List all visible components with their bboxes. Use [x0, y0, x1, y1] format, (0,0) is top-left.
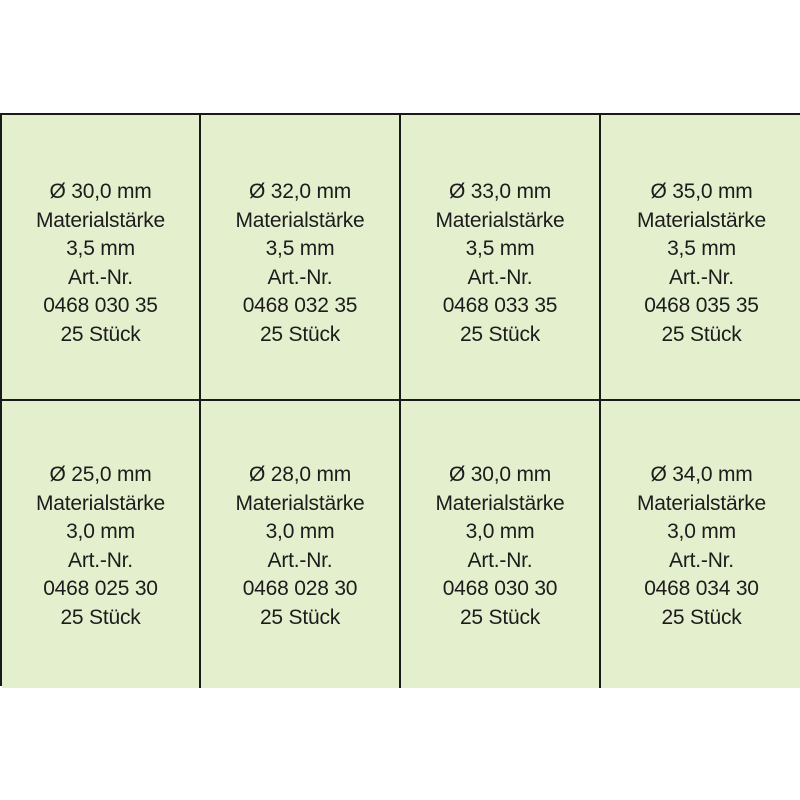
- diameter-label: Ø 30,0 mm: [448, 463, 552, 486]
- material-thickness-label: Materialstärke: [435, 491, 565, 515]
- quantity: 25 Stück: [661, 605, 742, 629]
- thickness-value: 3,5 mm: [66, 237, 135, 260]
- thickness-value: 3,5 mm: [667, 237, 736, 260]
- article-number: 0468 028 30: [242, 577, 358, 600]
- article-number: 0468 025 30: [43, 577, 158, 600]
- quantity: 25 Stück: [259, 605, 341, 629]
- thickness-value: 3,0 mm: [667, 520, 736, 543]
- quantity: 25 Stück: [661, 322, 742, 346]
- article-number-label: Art.-Nr.: [267, 548, 333, 572]
- diameter-label: Ø 32,0 mm: [248, 180, 352, 203]
- compartment-cell: [401, 115, 601, 401]
- article-number-label: Art.-Nr.: [68, 548, 133, 572]
- article-number: 0468 030 35: [43, 294, 158, 317]
- quantity: 25 Stück: [60, 605, 141, 629]
- article-number: 0468 034 30: [644, 577, 759, 600]
- article-number-label: Art.-Nr.: [267, 265, 333, 289]
- article-number: 0468 030 30: [442, 577, 558, 600]
- quantity: 25 Stück: [60, 322, 141, 346]
- compartment-cell: [401, 401, 601, 688]
- article-number: 0468 035 35: [644, 294, 759, 317]
- article-number-label: Art.-Nr.: [669, 265, 734, 289]
- thickness-value: 3,5 mm: [465, 237, 535, 260]
- compartment-cell: [201, 401, 401, 688]
- diameter-label: Ø 30,0 mm: [49, 180, 152, 203]
- compartment-cell: [601, 401, 800, 688]
- thickness-value: 3,0 mm: [265, 520, 335, 543]
- diameter-label: Ø 28,0 mm: [248, 463, 352, 486]
- diameter-label: Ø 35,0 mm: [650, 180, 753, 203]
- compartment-cell: [601, 115, 800, 401]
- article-number: 0468 033 35: [442, 294, 558, 317]
- material-thickness-label: Materialstärke: [636, 491, 767, 515]
- material-thickness-label: Materialstärke: [636, 208, 767, 232]
- article-number-label: Art.-Nr.: [669, 548, 734, 572]
- thickness-value: 3,5 mm: [265, 237, 335, 260]
- thickness-value: 3,0 mm: [465, 520, 535, 543]
- diameter-label: Ø 33,0 mm: [448, 180, 552, 203]
- article-number-label: Art.-Nr.: [467, 548, 533, 572]
- diameter-label: Ø 34,0 mm: [650, 463, 753, 486]
- assortment-grid: [0, 113, 800, 686]
- quantity: 25 Stück: [459, 322, 541, 346]
- diameter-label: Ø 25,0 mm: [49, 463, 152, 486]
- article-number-label: Art.-Nr.: [68, 265, 133, 289]
- compartment-cell: [201, 115, 401, 401]
- material-thickness-label: Materialstärke: [35, 208, 166, 232]
- material-thickness-label: Materialstärke: [235, 491, 365, 515]
- compartment-cell: [2, 115, 201, 401]
- material-thickness-label: Materialstärke: [435, 208, 565, 232]
- article-number: 0468 032 35: [242, 294, 358, 317]
- quantity: 25 Stück: [459, 605, 541, 629]
- thickness-value: 3,0 mm: [66, 520, 135, 543]
- quantity: 25 Stück: [259, 322, 341, 346]
- article-number-label: Art.-Nr.: [467, 265, 533, 289]
- material-thickness-label: Materialstärke: [35, 491, 166, 515]
- material-thickness-label: Materialstärke: [235, 208, 365, 232]
- compartment-cell: [2, 401, 201, 688]
